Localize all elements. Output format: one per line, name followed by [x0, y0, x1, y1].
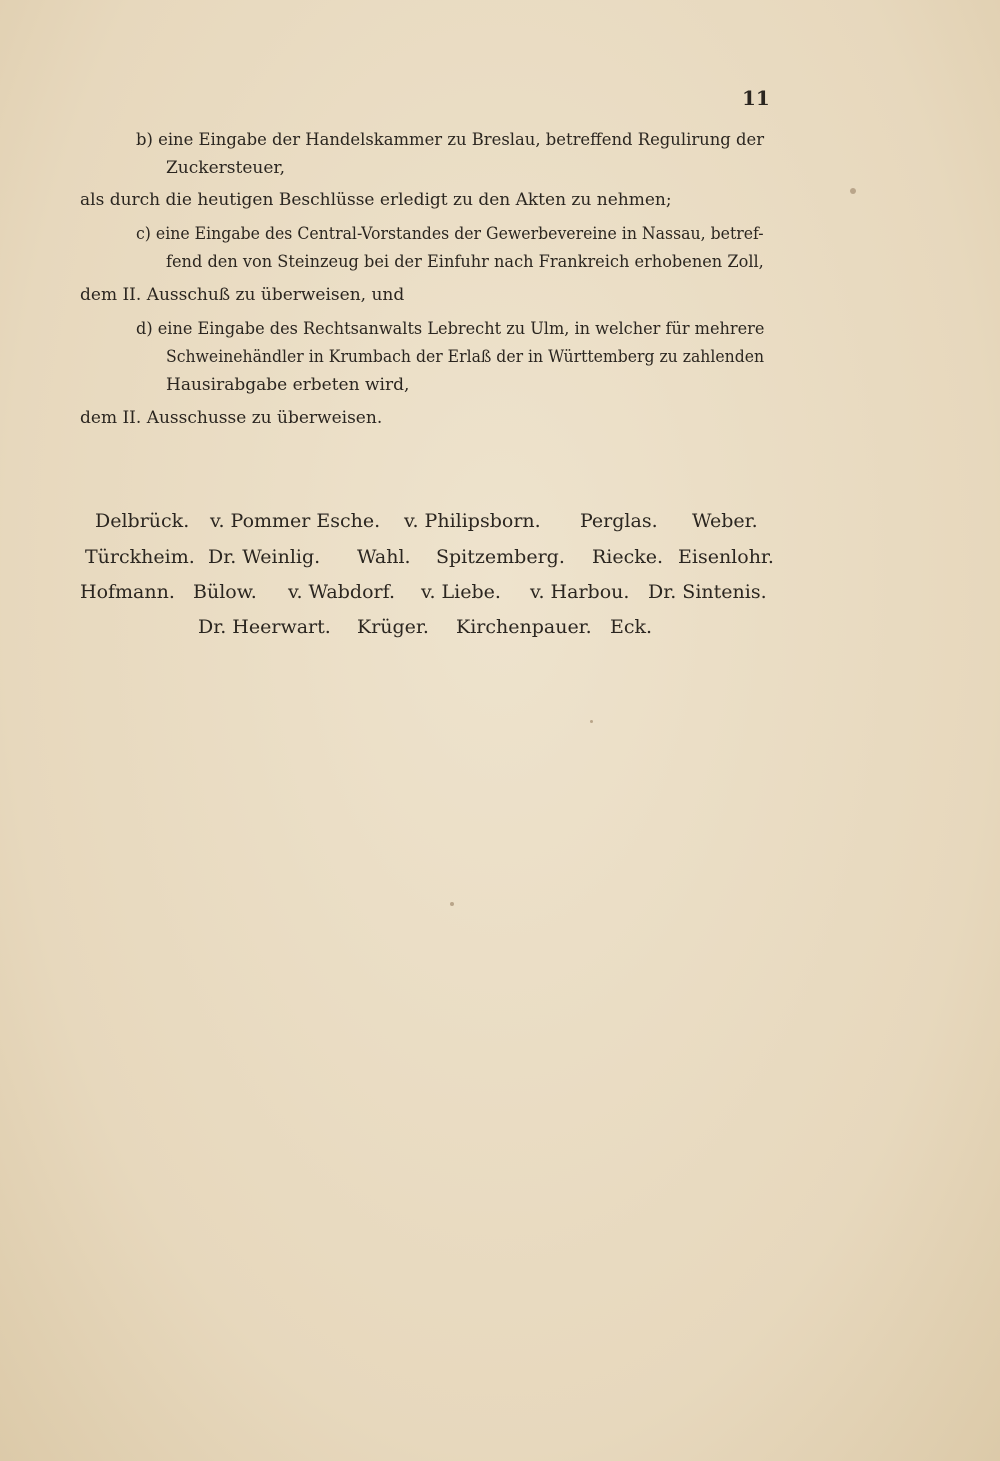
signature: Delbrück. — [95, 510, 190, 532]
paper-speck — [590, 720, 593, 723]
signature: v. Wabdorf. — [288, 581, 396, 603]
signature: Riecke. — [592, 546, 664, 568]
signature: v. Pommer Esche. — [210, 510, 381, 532]
signature: Hofmann. — [80, 581, 175, 603]
paper-speck — [450, 902, 454, 906]
item-c-line-1: c) eine Eingabe des Central-Vorstandes der Gewerbevereine in Nassau, betref- — [136, 224, 764, 244]
signature: Eck. — [610, 616, 653, 638]
signature: Weber. — [692, 510, 758, 532]
item-b-resolution: als durch die heutigen Beschlüsse erledigt zu den Akten zu nehmen; — [80, 190, 672, 210]
item-c-resolution: dem II. Ausschuß zu überweisen, und — [80, 285, 405, 305]
item-b-line-2: Zuckersteuer, — [166, 158, 286, 178]
signature: Perglas. — [580, 510, 658, 532]
item-c-line-2: fend den von Steinzeug bei der Einfuhr nach Frankreich erhobenen Zoll, — [166, 252, 764, 272]
item-d-line-2: Schweinehändler in Krumbach der Erlaß der in Württemberg zu zahlenden — [166, 347, 765, 367]
signature: Spitzemberg. — [436, 546, 565, 568]
signature: v. Harbou. — [530, 581, 630, 603]
signature: Eisenlohr. — [678, 546, 774, 568]
item-b-line-1: b) eine Eingabe der Handelskammer zu Breslau, betreffend Regulirung der — [136, 130, 765, 150]
signature: Wahl. — [357, 546, 411, 568]
signature: v. Philipsborn. — [404, 510, 541, 532]
signature: Dr. Heerwart. — [198, 616, 331, 638]
signature: Krüger. — [357, 616, 429, 638]
signature: Dr. Sintenis. — [648, 581, 767, 603]
signature: Dr. Weinlig. — [208, 546, 321, 568]
item-d-resolution: dem II. Ausschusse zu überweisen. — [80, 408, 383, 428]
signature: Türckheim. — [85, 546, 195, 568]
item-d-line-1: d) eine Eingabe des Rechtsanwalts Lebrecht zu Ulm, in welcher für mehrere — [136, 319, 765, 339]
signature: Kirchenpauer. — [456, 616, 592, 638]
signature: Bülow. — [193, 581, 257, 603]
page-number: 11 — [742, 86, 770, 110]
signature: v. Liebe. — [421, 581, 501, 603]
item-d-line-3: Hausirabgabe erbeten wird, — [166, 375, 410, 395]
paper-speck — [850, 188, 856, 194]
